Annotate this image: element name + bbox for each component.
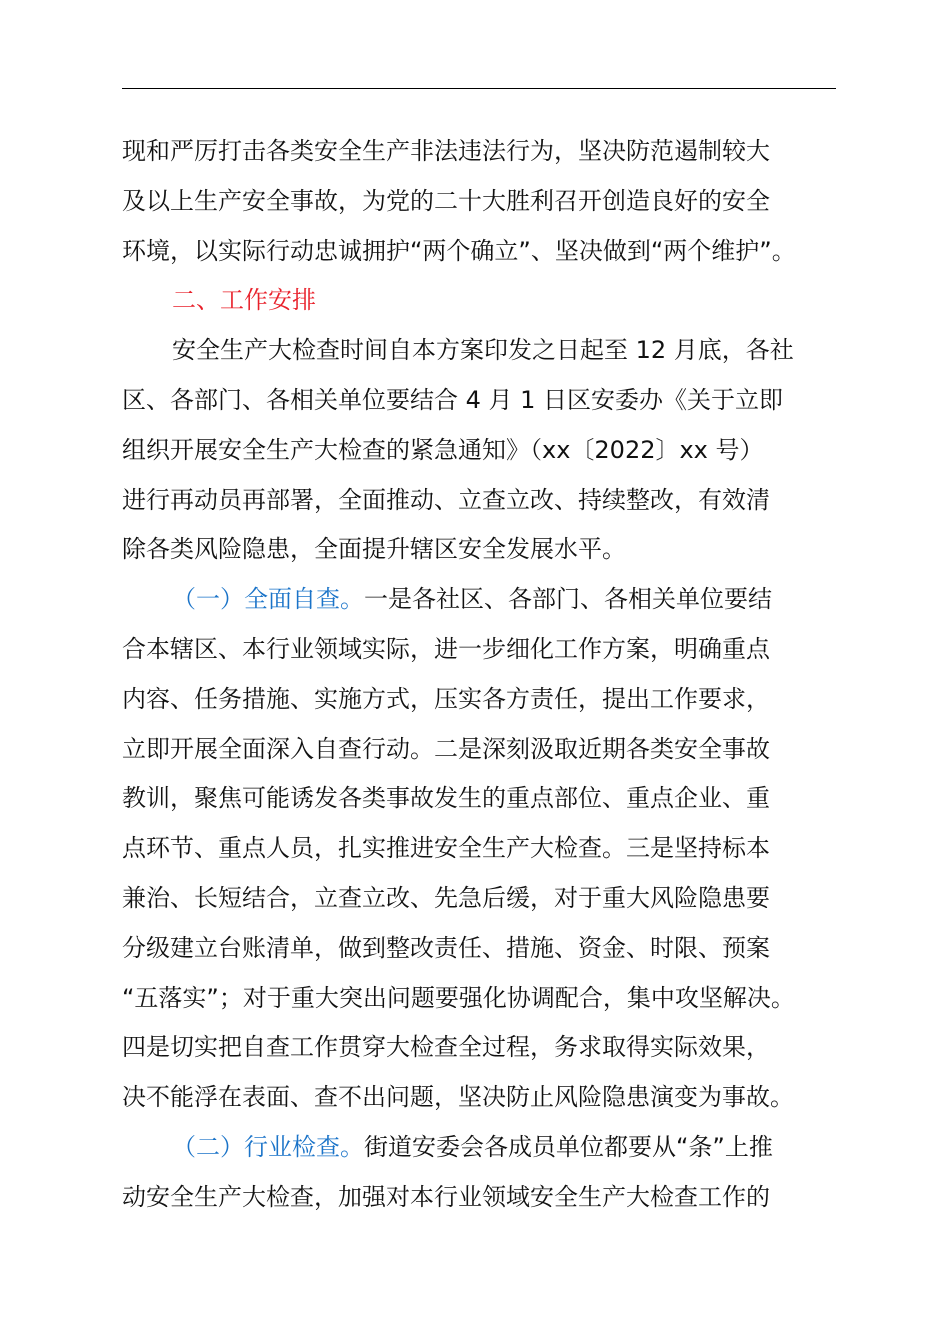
body-line: 进行再动员再部署，全面推动、立查立改、持续整改，有效清 (122, 485, 770, 514)
body-line: 及以上生产安全事故，为党的二十大胜利召开创造良好的安全 (122, 186, 770, 215)
body-line: 动安全生产大检查，加强对本行业领域安全生产大检查工作的 (122, 1182, 770, 1211)
body-text: 街道安委会各成员单位都要从“条”上推 (364, 1132, 773, 1161)
body-line: 决不能浮在表面、查不出问题，坚决防止风险隐患演变为事故。 (122, 1083, 794, 1112)
header-rule (122, 88, 836, 89)
paragraph-start (122, 575, 842, 625)
body-line: 区、各部门、各相关单位要结合 4 月 1 日区安委办《关于立即 (122, 385, 784, 414)
section-heading: 二、工作安排 (172, 286, 316, 315)
body-line: 分级建立台账清单，做到整改责任、措施、资金、时限、预案 (122, 933, 770, 962)
body-line: “五落实”；对于重大突出问题要强化协调配合，集中攻坚解决。 (122, 983, 795, 1012)
body-line: 内容、任务措施、实施方式，压实各方责任，提出工作要求， (122, 684, 770, 713)
body-line: 除各类风险隐患，全面提升辖区安全发展水平。 (122, 535, 626, 564)
body-line: 环境，以实际行动忠诚拥护“两个确立”、坚决做到“两个维护”。 (122, 236, 796, 265)
body-line: 组织开展安全生产大检查的紧急通知》（xx〔2022〕xx 号） (122, 435, 764, 464)
subheading-industry-inspection: （二）行业检查。 (172, 1132, 364, 1161)
paragraph-start (122, 1123, 842, 1173)
body-line: 四是切实把自查工作贯穿大检查全过程，务求取得实际效果， (122, 1033, 770, 1062)
body-line: 现和严厉打击各类安全生产非法违法行为，坚决防范遏制较大 (122, 137, 770, 165)
subheading-self-inspection: （一）全面自查。 (172, 585, 364, 614)
body-line: 兼治、长短结合，立查立改、先急后缓，对于重大风险隐患要 (122, 883, 770, 912)
document-body (122, 127, 842, 1223)
body-line: 点环节、重点人员，扎实推进安全生产大检查。三是坚持标本 (122, 834, 770, 863)
body-line: 安全生产大检查时间自本方案印发之日起至 12 月底，各社 (172, 336, 794, 365)
body-text: 一是各社区、各部门、各相关单位要结 (364, 585, 772, 614)
body-line: 合本辖区、本行业领域实际，进一步细化工作方案，明确重点 (122, 634, 770, 663)
body-line: 教训，聚焦可能诱发各类事故发生的重点部位、重点企业、重 (122, 784, 770, 813)
body-line: 立即开展全面深入自查行动。二是深刻汲取近期各类安全事故 (122, 734, 770, 763)
